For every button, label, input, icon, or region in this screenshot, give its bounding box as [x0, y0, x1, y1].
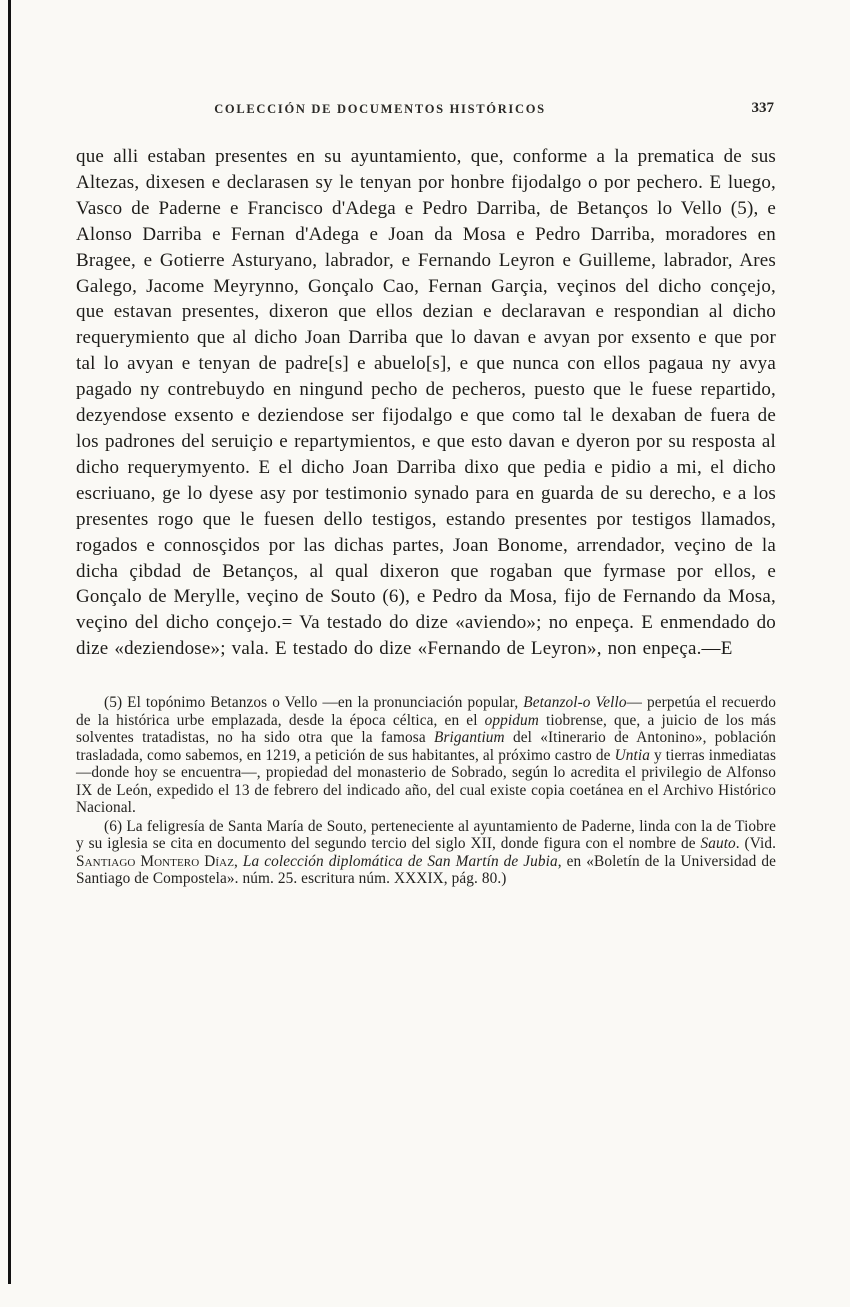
page-content — [76, 100, 776, 888]
footnote-6 — [76, 818, 776, 888]
footnote-segment: (6) La feligresía de Santa María de Souto, perteneciente al ayuntamiento de Paderne, linda con la de Tiobre y su iglesia se cita en documento del segundo tercio del siglo XII, donde figura con el nombre de — [76, 817, 776, 853]
footnote-segment: — perpetúa el recuerdo de la histórica urbe emplazada, desde la época céltica, en el — [76, 694, 777, 729]
footnote-segment: Betanzol-o Vello — [523, 694, 627, 712]
footnote-segment: del «Itinerario de Antonino», población trasladada, como sabemos, en 1219, a petición de sus habitantes, al próximo castro de — [76, 729, 776, 764]
footnotes-section — [76, 694, 776, 888]
footnote-segment: . (Vid. — [735, 835, 777, 853]
header-title: COLECCIÓN DE DOCUMENTOS HISTÓRICOS — [214, 102, 546, 116]
footnote-segment: , — [234, 852, 243, 870]
running-header — [76, 100, 776, 122]
footnote-segment: Sauto — [700, 835, 736, 853]
footnote-segment: , en «Boletín de la Universidad de Santiago de Compostela». núm. 25. escritura núm. XXXIX, pág. 80.) — [76, 852, 776, 888]
footnote-5 — [76, 694, 776, 817]
footnote-segment: Santiago Montero Díaz — [76, 852, 235, 870]
scan-edge-line — [8, 0, 11, 1284]
footnote-segment: La colección diplomática de San Martín de Jubia — [242, 852, 558, 870]
page-number: 337 — [751, 100, 774, 116]
footnote-segment: Brigantium — [434, 729, 505, 747]
footnote-segment: Untia — [614, 746, 650, 764]
footnote-segment: y tierras inmediatas —donde hoy se encuentra—, propiedad del monasterio de Sobrado, según lo acredita el privilegio de Alfonso IX de León, expedido el 13 de febrero del indicado año, del cual existe copia coetánea en el Archivo Histórico Nacional. — [76, 746, 776, 817]
footnote-segment: oppidum — [484, 711, 539, 729]
footnote-segment: tiobrense, que, a juicio de los más solventes tratadistas, no ha sido otra que la famosa — [76, 711, 776, 747]
body-paragraph: que alli estaban presentes en su ayuntamiento, que, conforme a la prematica de sus Altezas, dixesen e declarasen sy le tenyan por honbre fijodalgo o por pechero. E luego, Vasco de Paderne e Francisco d'Adega e Pedro Darriba, de Betanços lo Vello (5), e Alonso Darriba e Fernan d'Adega e Joan da Mosa e Pedro Darriba, moradores en Bragee, e Gotierre Asturyano, labrador, e Fernando Leyron e Guilleme, labrador, Ares Galego, Jacome Meyrynno, Gonçalo Cao, Fernan Garçia, veçinos del dicho conçejo, que estavan presentes, dixeron que ellos dezian e declaravan e respondian al dicho requerymiento que al dicho Joan Darriba que lo davan e avyan por exsento e que por tal lo avyan e tenyan de padre[s] e abuelo[s], e que nunca con ellos pagaua ny avya pagado ny contrebuydo en ningund pecho de pecheros, puesto que le fuese repartido, dezyendose exsento e deziendose ser fijodalgo e que como tal le dexaban de fuera de los padrones del seruiçio e repartymientos, e que esto davan e dyeron por su resposta al dicho requerymyento. E el dicho Joan Darriba dixo que pedia e pidio a mi, el dicho escriuano, ge lo dyese asy por testimonio synado para en guarda de su derecho, e a los presentes rogo que le fuesen dello testigos, estando presentes por testigos llamados, rogados e connosçidos por las dichas partes, Joan Bonome, arrendador, veçino de la dicha çibdad de Betanços, al qual dixeron que rogaban que fyrmase por ellos, e Gonçalo de Merylle, veçino de Souto (6), e Pedro da Mosa, fijo de Fernando da Mosa, veçino del dicho conçejo.= Va testado do dize «aviendo»; no enpeça. E enmendado do dize «deziendose»; vala. E testado do dize «Fernando de Leyron», non enpeça.—E — [76, 146, 776, 660]
footnote-segment: (5) El topónimo Betanzos o Vello —en la pronunciación popular, — [104, 694, 524, 712]
